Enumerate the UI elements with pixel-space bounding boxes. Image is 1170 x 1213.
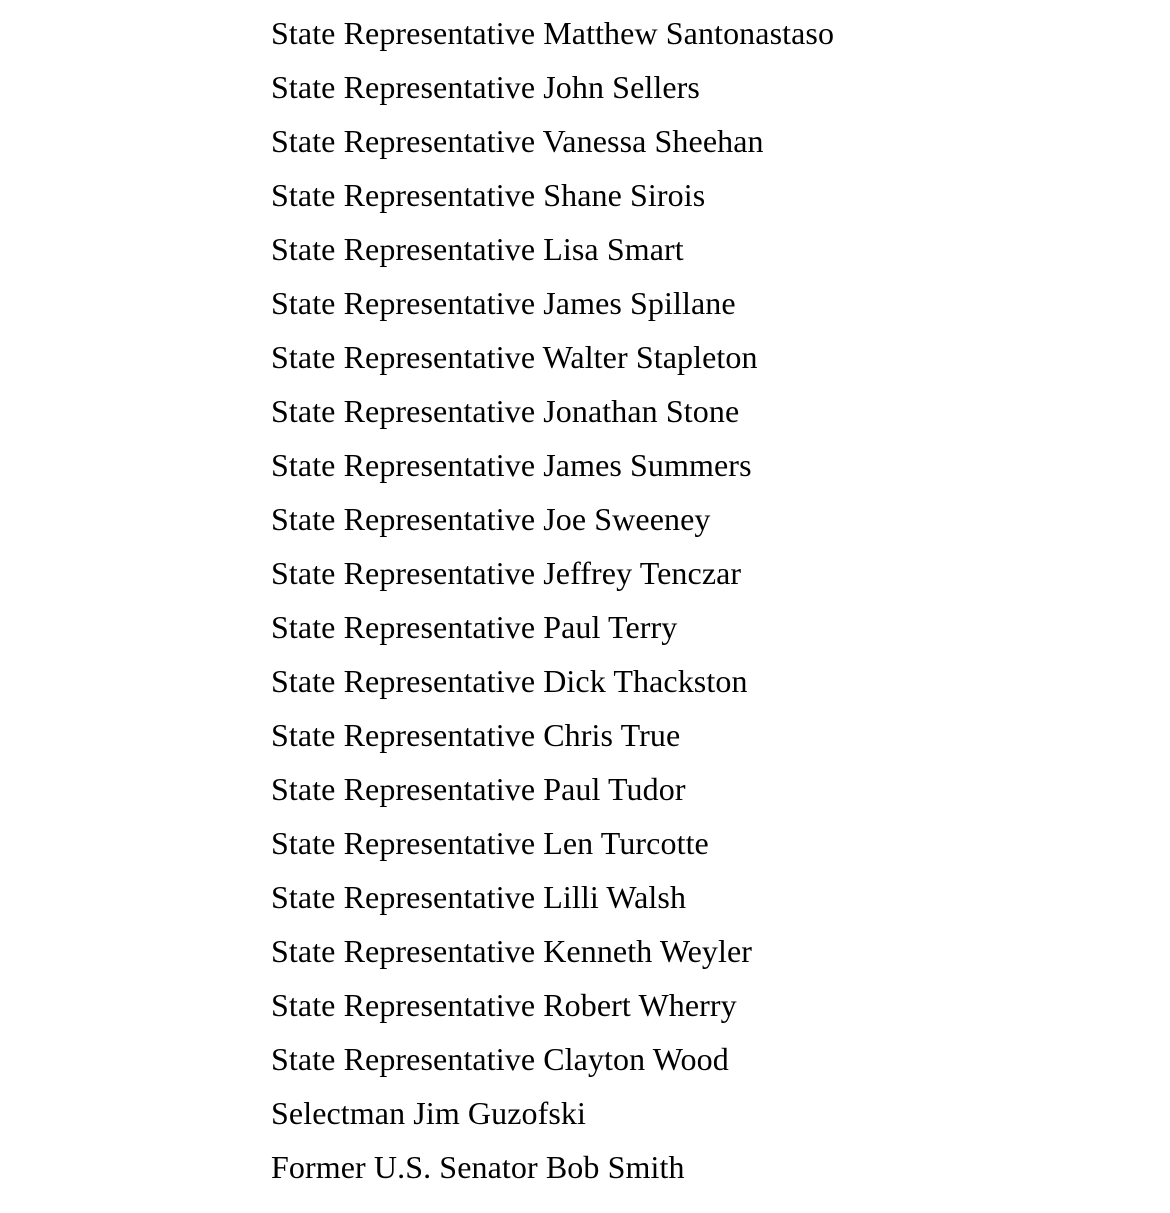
list-item: State Representative Jeffrey Tenczar <box>271 555 742 591</box>
list-item: State Representative Dick Thackston <box>271 663 748 699</box>
list-item: State Representative Lilli Walsh <box>271 879 687 915</box>
list-item: State Representative Chris True <box>271 717 681 753</box>
list-item: State Representative Walter Stapleton <box>271 339 758 375</box>
list-item: Former U.S. Senator Bob Smith <box>271 1149 685 1185</box>
list-item: State Representative James Summers <box>271 447 752 483</box>
list-item: State Representative Matthew Santonastaso <box>271 15 835 51</box>
list-item: State Representative Shane Sirois <box>271 177 706 213</box>
list-item: Selectman Jim Guzofski <box>271 1095 587 1131</box>
list-item: State Representative Vanessa Sheehan <box>271 123 764 159</box>
list-item: State Representative Jonathan Stone <box>271 393 740 429</box>
list-item: State Representative Len Turcotte <box>271 825 709 861</box>
list-item: State Representative James Spillane <box>271 285 736 321</box>
list-item: State Representative Kenneth Weyler <box>271 933 753 969</box>
list-item: State Representative Paul Tudor <box>271 771 686 807</box>
list-item: State Representative Lisa Smart <box>271 231 684 267</box>
list-item: State Representative John Sellers <box>271 69 700 105</box>
list-item: State Representative Robert Wherry <box>271 987 737 1023</box>
list-item: State Representative Clayton Wood <box>271 1041 729 1077</box>
list-item: State Representative Joe Sweeney <box>271 501 711 537</box>
endorsement-list <box>271 6 834 1194</box>
list-item: State Representative Paul Terry <box>271 609 678 645</box>
